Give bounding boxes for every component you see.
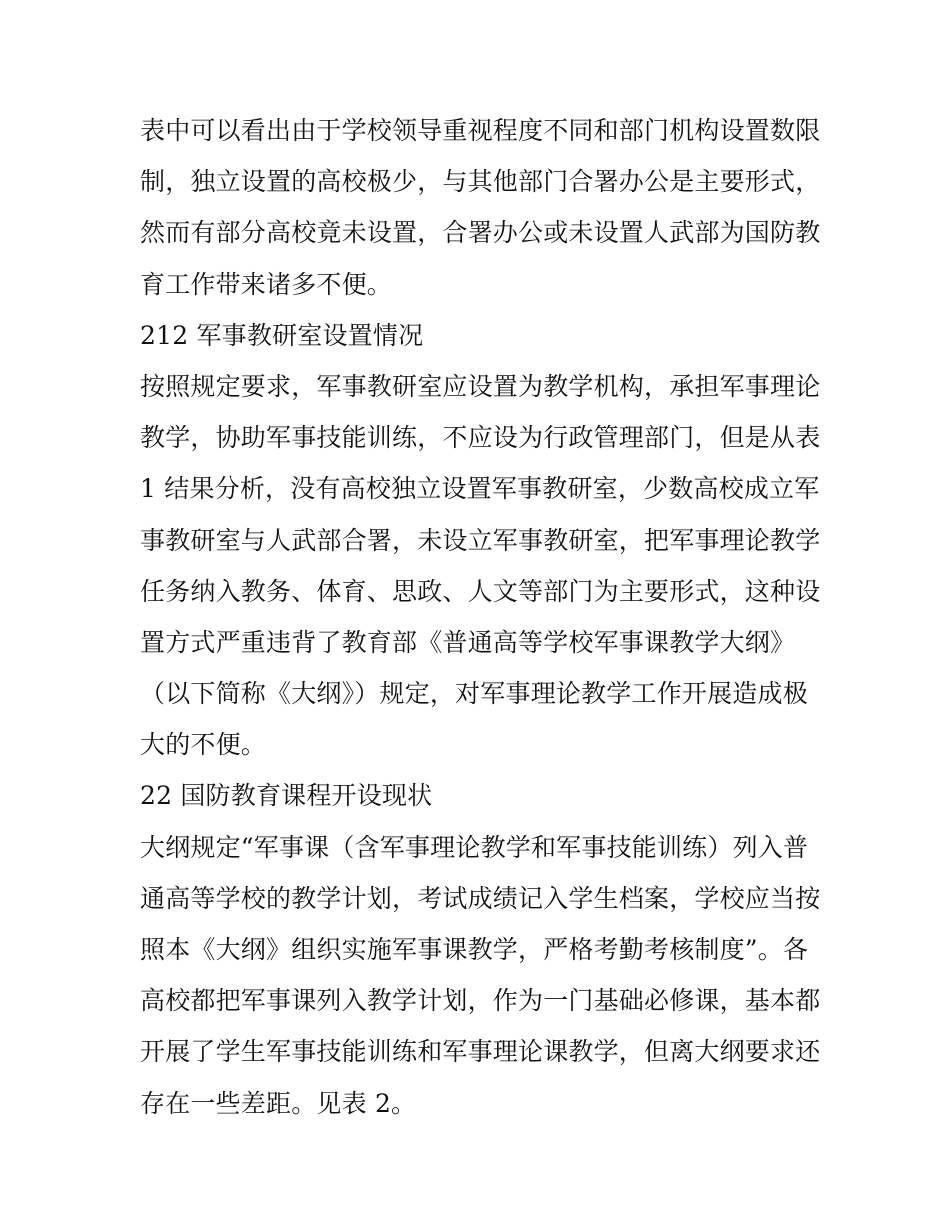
paragraph-line: 任务纳入教务、体育、思政、人文等部门为主要形式，这种设: [140, 576, 821, 606]
paragraph-line: （以下简称《大纲》）规定，对军事理论教学工作开展造成极: [140, 679, 808, 709]
paragraph-line: 存在一些差距。见表 2。: [140, 1088, 417, 1118]
paragraph-line: 照本《大纲》组织实施军事课教学，严格考勤考核制度”。各: [140, 935, 809, 964]
paragraph-line: 表中可以看出由于学校领导重视程度不同和部门机构设置数限: [140, 116, 821, 145]
paragraph-line: 育工作带来诸多不便。: [140, 269, 393, 299]
paragraph-line: 大的不便。: [140, 730, 267, 760]
paragraph-line: 置方式严重违背了教育部《普通高等学校军事课教学大纲》: [140, 627, 796, 657]
paragraph-line: 开展了学生军事技能训练和军事理论课教学，但离大纲要求还: [140, 1037, 821, 1067]
paragraph-line: 然而有部分高校竟未设置，合署办公或未设置人武部为国防教: [140, 218, 821, 248]
paragraph-line: 通高等学校的教学计划，考试成绩记入学生档案，学校应当按: [140, 883, 821, 913]
paragraph-line: 教学，协助军事技能训练，不应设为行政管理部门，但是从表: [140, 423, 821, 453]
paragraph-line: 大纲规定“军事课（含军事理论教学和军事技能训练）列入普: [140, 832, 809, 862]
paragraph-line: 事教研室与人武部合署，未设立军事教研室，把军事理论教学: [140, 525, 821, 555]
paragraph-line: 按照规定要求，军事教研室应设置为教学机构，承担军事理论: [140, 371, 821, 401]
paragraph-line: 制，独立设置的高校极少，与其他部门合署办公是主要形式，: [140, 167, 821, 197]
section-heading-22: 22 国防教育课程开设现状: [140, 781, 433, 811]
paragraph-line: 1 结果分析，没有高校独立设置军事教研室，少数高校成立军: [140, 474, 820, 504]
paragraph-line: 高校都把军事课列入教学计划，作为一门基础必修课，基本都: [140, 986, 821, 1016]
section-heading-212: 212 军事教研室设置情况: [140, 320, 424, 350]
document-body: [140, 105, 820, 1129]
